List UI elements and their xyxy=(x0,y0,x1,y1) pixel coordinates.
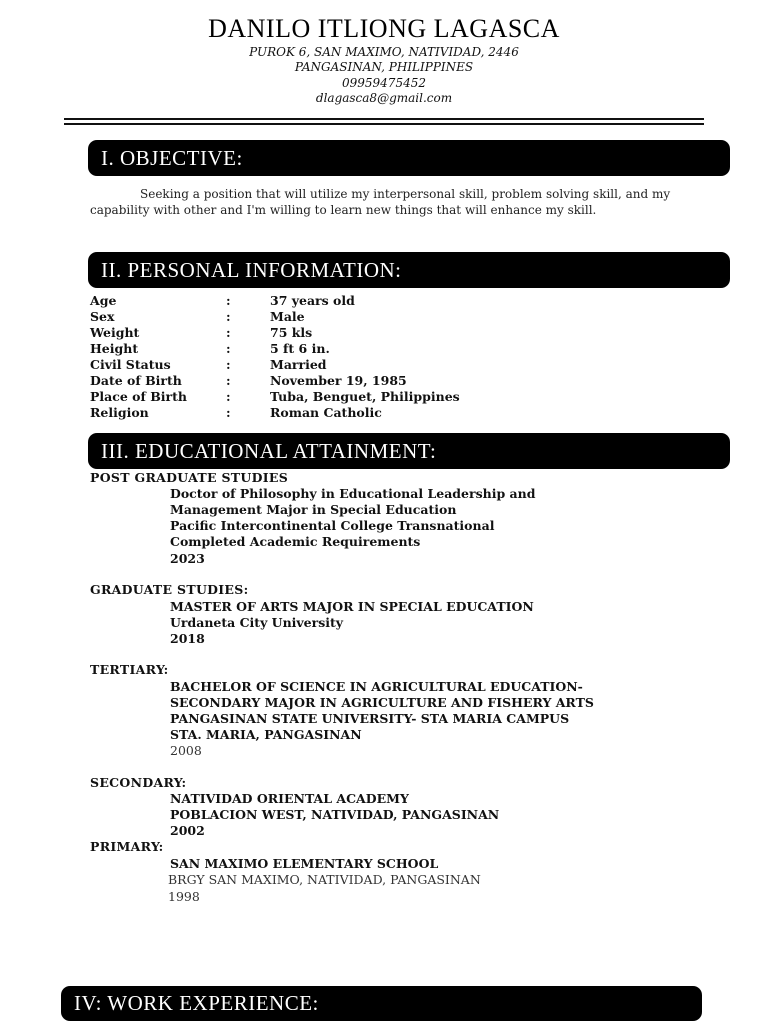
info-label: Place of Birth xyxy=(90,389,187,404)
postgrad-year: 2023 xyxy=(170,551,205,566)
postgrad-line: Completed Academic Requirements xyxy=(170,534,421,549)
info-label: Date of Birth xyxy=(90,373,182,388)
postgrad-line: Doctor of Philosophy in Educational Leadership and xyxy=(170,486,536,501)
address-line-2: PANGASINAN, PHILIPPINES xyxy=(294,60,474,74)
info-label: Civil Status xyxy=(90,357,171,372)
tertiary-line: STA. MARIA, PANGASINAN xyxy=(170,727,362,742)
secondary-year: 2002 xyxy=(170,823,205,838)
applicant-name: DANILO ITLIONG LAGASCA xyxy=(208,14,560,43)
info-value: 37 years old xyxy=(270,293,355,308)
info-value: 5 ft 6 in. xyxy=(270,341,330,356)
secondary-line: POBLACION WEST, NATIVIDAD, PANGASINAN xyxy=(170,807,500,822)
info-separator: : xyxy=(226,325,231,340)
secondary-line: NATIVIDAD ORIENTAL ACADEMY xyxy=(170,791,409,806)
postgrad-heading: POST GRADUATE STUDIES xyxy=(90,470,289,485)
info-value: 75 kls xyxy=(270,325,313,340)
graduate-year: 2018 xyxy=(170,631,205,646)
info-label: Age xyxy=(90,293,117,308)
secondary-heading: SECONDARY: xyxy=(90,775,187,790)
info-separator: : xyxy=(226,293,231,308)
tertiary-year: 2008 xyxy=(170,743,202,758)
tertiary-heading: TERTIARY: xyxy=(90,662,169,677)
info-separator: : xyxy=(226,309,231,324)
info-label: Sex xyxy=(90,309,115,324)
primary-line: SAN MAXIMO ELEMENTARY SCHOOL xyxy=(170,856,439,871)
section-work-header: IV: WORK EXPERIENCE: xyxy=(61,986,702,1021)
info-separator: : xyxy=(226,405,231,420)
info-separator: : xyxy=(226,373,231,388)
section-personal-header: II. PERSONAL INFORMATION: xyxy=(88,252,730,288)
info-value: November 19, 1985 xyxy=(270,373,407,388)
header-divider-top xyxy=(64,118,704,120)
info-separator: : xyxy=(226,389,231,404)
info-label: Religion xyxy=(90,405,149,420)
primary-address: BRGY SAN MAXIMO, NATIVIDAD, PANGASINAN xyxy=(168,872,481,887)
graduate-line: MASTER OF ARTS MAJOR IN SPECIAL EDUCATION xyxy=(170,599,534,614)
section-objective-header: I. OBJECTIVE: xyxy=(88,140,730,176)
tertiary-line: SECONDARY MAJOR IN AGRICULTURE AND FISHERY ARTS xyxy=(170,695,594,710)
tertiary-line: BACHELOR OF SCIENCE IN AGRICULTURAL EDUCATION- xyxy=(170,679,583,694)
address-line-1: PUROK 6, SAN MAXIMO, NATIVIDAD, 2446 xyxy=(249,45,519,59)
section-education-header: III. EDUCATIONAL ATTAINMENT: xyxy=(88,433,730,469)
primary-heading: PRIMARY: xyxy=(90,839,164,854)
info-label: Weight xyxy=(90,325,140,340)
email-address: dlagasca8@gmail.com xyxy=(315,91,453,105)
primary-year: 1998 xyxy=(168,889,200,904)
tertiary-line: PANGASINAN STATE UNIVERSITY- STA MARIA CAMPUS xyxy=(170,711,570,726)
info-separator: : xyxy=(226,357,231,372)
info-value: Roman Catholic xyxy=(270,405,382,420)
postgrad-line: Pacific Intercontinental College Transnational xyxy=(170,518,495,533)
graduate-line: Urdaneta City University xyxy=(170,615,344,630)
graduate-heading: GRADUATE STUDIES: xyxy=(90,582,249,597)
info-value: Married xyxy=(270,357,327,372)
objective-paragraph xyxy=(90,186,680,218)
phone-number: 09959475452 xyxy=(342,76,426,90)
info-value: Male xyxy=(270,309,305,324)
info-label: Height xyxy=(90,341,139,356)
objective-text: Seeking a position that will utilize my interpersonal skill, problem solving skill, and my capability with other and I'm willing to learn new things that will enhance my skill. xyxy=(90,187,671,217)
header-divider-bottom xyxy=(64,123,704,125)
info-value: Tuba, Benguet, Philippines xyxy=(270,389,460,404)
info-separator: : xyxy=(226,341,231,356)
postgrad-line: Management Major in Special Education xyxy=(170,502,457,517)
